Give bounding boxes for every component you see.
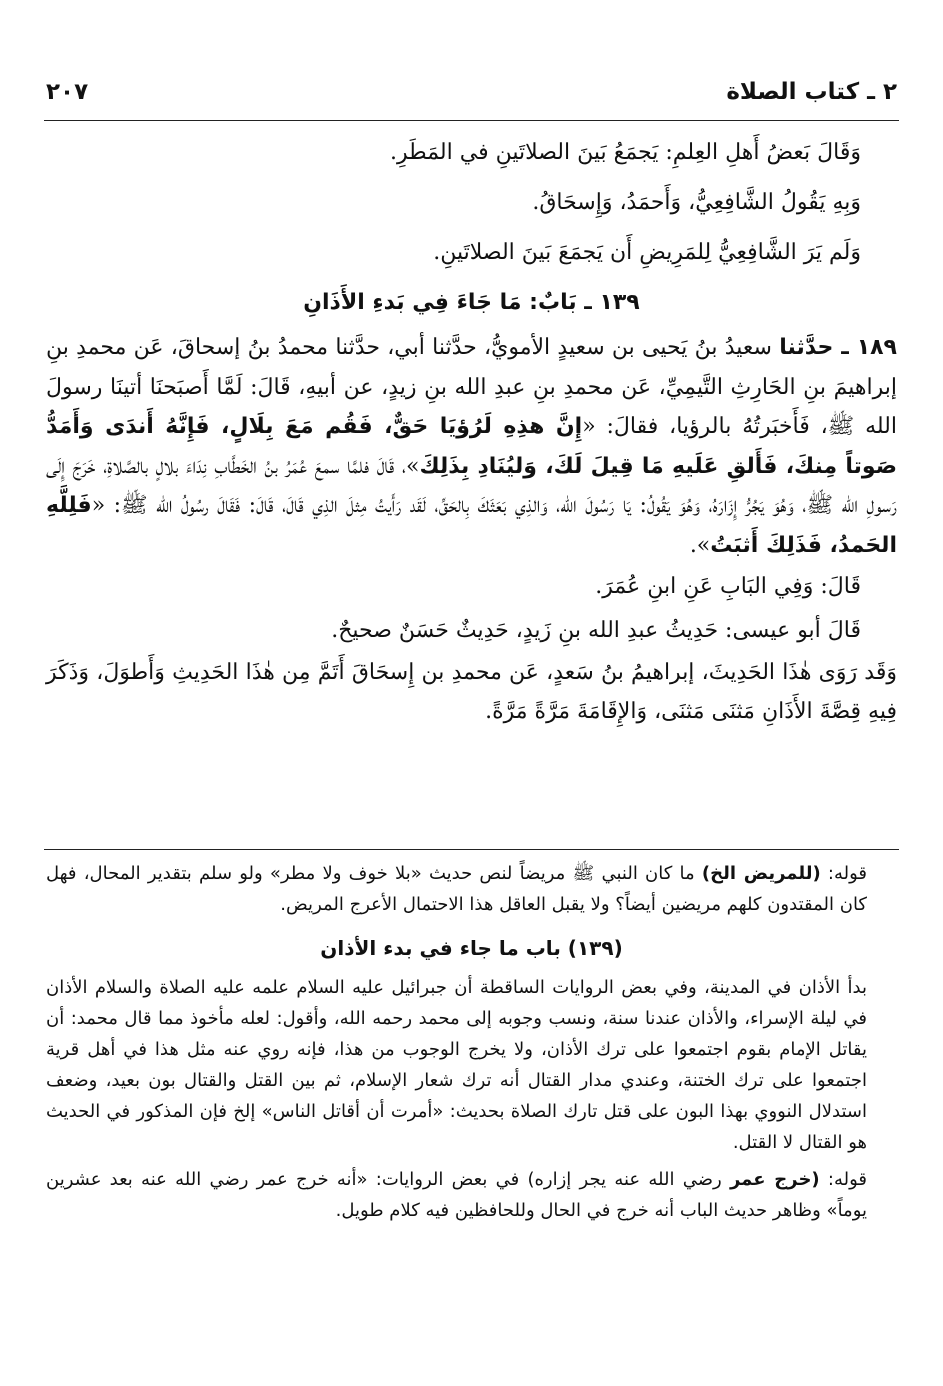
hadith-bold-quote: إِنَّ هذِهِ لَرُؤيَا حَقٌّ، فَقُم مَعَ بِلَالٍ، فَإِنَّهُ أَندَى وَأَمَدُّ صَوتاً مِنكَ، فَأَلقِ عَلَيهِ مَا قِيلَ لَكَ، وَليُنَادِ بِذَلِكَ bbox=[46, 414, 897, 479]
note-heading: (١٣٩) باب ما جاء في بدء الأذان bbox=[320, 936, 623, 960]
paragraph-shafii-ahmad: وَبِهِ يَقُولُ الشَّافِعِيُّ، وَأَحمَدُ، وَإِسحَاقُ. bbox=[532, 190, 861, 215]
note-adhan: بدأ الأذان في المدينة، وفي بعض الروايات الساقطة أن جبرائيل عليه السلام علمه عليه الصلاة والسلام الأذان في ليلة الإسراء، والأذان عندنا سنة، ونسب وجوبه إلى محمد رحمه الله، وأقول: لعله مأخوذ مما قال محمد: أن يقاتل الإمام بقوم اجتمعوا على ترك الأذان، ولا يخرج الوجوب من هذا، فإنه روي عنه مثل هذا في أهل قرية اجتمعوا على ترك الختنة، وعندي مدار القتال أنه ترك شعار الإسلام، ثم بين القتل والقتال بون بعيد، وضعف استدلال النووي بهذا البون على قتل تارك الصلاة بحديث: «أمرت أن أقاتل الناس» إلخ فإن المذكور في الحديث هو القتال لا القتل. bbox=[46, 977, 867, 1153]
note-umar bbox=[46, 1164, 897, 1226]
paragraph-sick-combining: وَلَم يَرَ الشَّافِعِيُّ لِلمَرِيضِ أَن يَجمَعَ بَينَ الصلاتَينِ. bbox=[433, 240, 861, 265]
running-title: ٢ ـ كتاب الصلاة bbox=[726, 79, 897, 105]
note-bold: (للمريض الخ) bbox=[701, 863, 821, 884]
note-text: ما كان النبي ﷺ مريضاً لنص حديث «بلا خوف ولا مطر» ولو سلم بتقدير المحال، فهل كان المقتدون كلهم مريضين أيضاً؟ ولا يقبل العاقل هذا الاحتمال الأعرج المريض. bbox=[46, 863, 867, 915]
header-rule bbox=[44, 120, 899, 121]
note-bold-2: (خرج عمر bbox=[729, 1169, 820, 1190]
note-text-2: رضي الله عنه يجر إزاره) في بعض الروايات: «أنه خرج عمر رضي الله عنه بعد عشرين يوماً» وظاهر حديث الباب أنه خرج في الحال وللحافظين فيه كلام طويل. bbox=[46, 1169, 867, 1221]
hadith-189 bbox=[46, 328, 897, 565]
hadith-number: ١٨٩ ـ حدَّثنا bbox=[779, 335, 897, 360]
paragraph-abu-isa: قَالَ أبو عيسى: حَدِيثُ عبدِ الله بنِ زَيدٍ، حَدِيثٌ حَسَنٌ صحيحٌ. bbox=[331, 618, 861, 643]
note-sick bbox=[46, 858, 897, 920]
hadith-text-continued: »، قَالَ فلمَّا سمعَ عُمَرُ بنُ الخَطَّابِ نِدَاءَ بلالٍ بالصَّلاةِ، خَرَجَ إِلَى رَسولِ الله ﷺ، وَهُوَ يَجُرُّ إِزَارَهُ، وَهُوَ يَقُولُ: يَا رَسُولَ الله، وَالذِي بَعَثَكَ بِالحَقِّ، لَقَد رَأَيتُ مِثلَ الذِي قَالَ، قَالَ: فَقَالَ رسُولُ الله ﷺ: « bbox=[46, 453, 897, 518]
chapter-title: ١٣٩ ـ بَابٌ: مَا جَاءَ فِي بَدءِ الأَذَانِ bbox=[303, 290, 640, 315]
paragraph-rawa: وَقَد رَوَى هٰذَا الحَدِيثَ، إبراهيمُ بنُ سَعدٍ، عَن محمدِ بن إِسحَاقَ أَتَمَّ مِن هٰذَا الحَدِيثِ وَأَطوَلَ، وَذَكَرَ فِيهِ قِصَّةَ الأَذَانِ مَثنَى مَثنَى، وَالإِقَامَةَ مَرَّةً مَرَّةً. bbox=[46, 660, 897, 724]
page-number: ٢٠٧ bbox=[46, 79, 89, 105]
paragraph-rain-combining: وَقَالَ بَعضُ أَهلِ العِلمِ: يَجمَعُ بَينَ الصلاتَينِ في المَطَرِ. bbox=[390, 140, 861, 165]
note-prefix: قوله: bbox=[820, 863, 868, 884]
hadith-end: ». bbox=[689, 532, 711, 558]
footnotes bbox=[46, 858, 897, 1226]
main-text bbox=[46, 128, 897, 731]
paragraph-bab: قَالَ: وَفِي البَابِ عَنِ ابنِ عُمَرَ. bbox=[595, 574, 861, 599]
note-prefix-2: قوله: bbox=[819, 1169, 867, 1190]
hadith-text: سعيدُ بنُ يَحيى بن سعيدٍ الأمويُّ، حدَّثنا أبي، حدَّثنا محمدُ بنُ إسحاقَ، عَن محمدِ بنِ إبراهيمَ بنِ الحَارِثِ التَّيمِيِّ، عَن محمدِ بنِ عبدِ الله بنِ زيدٍ، عن أبيهِ، قَالَ: لَمَّا أَصبَحنَا أتينَا رسولَ الله ﷺ، فَأَخبَرتُهُ بالرؤيا، فقالَ: « bbox=[46, 335, 897, 439]
hadith-bold-quote-2: فَلِلَّهِ الحَمدُ، فَذَلِكَ أَثبَتُ bbox=[46, 493, 897, 558]
page-header bbox=[46, 70, 897, 114]
notes-rule bbox=[44, 849, 899, 850]
